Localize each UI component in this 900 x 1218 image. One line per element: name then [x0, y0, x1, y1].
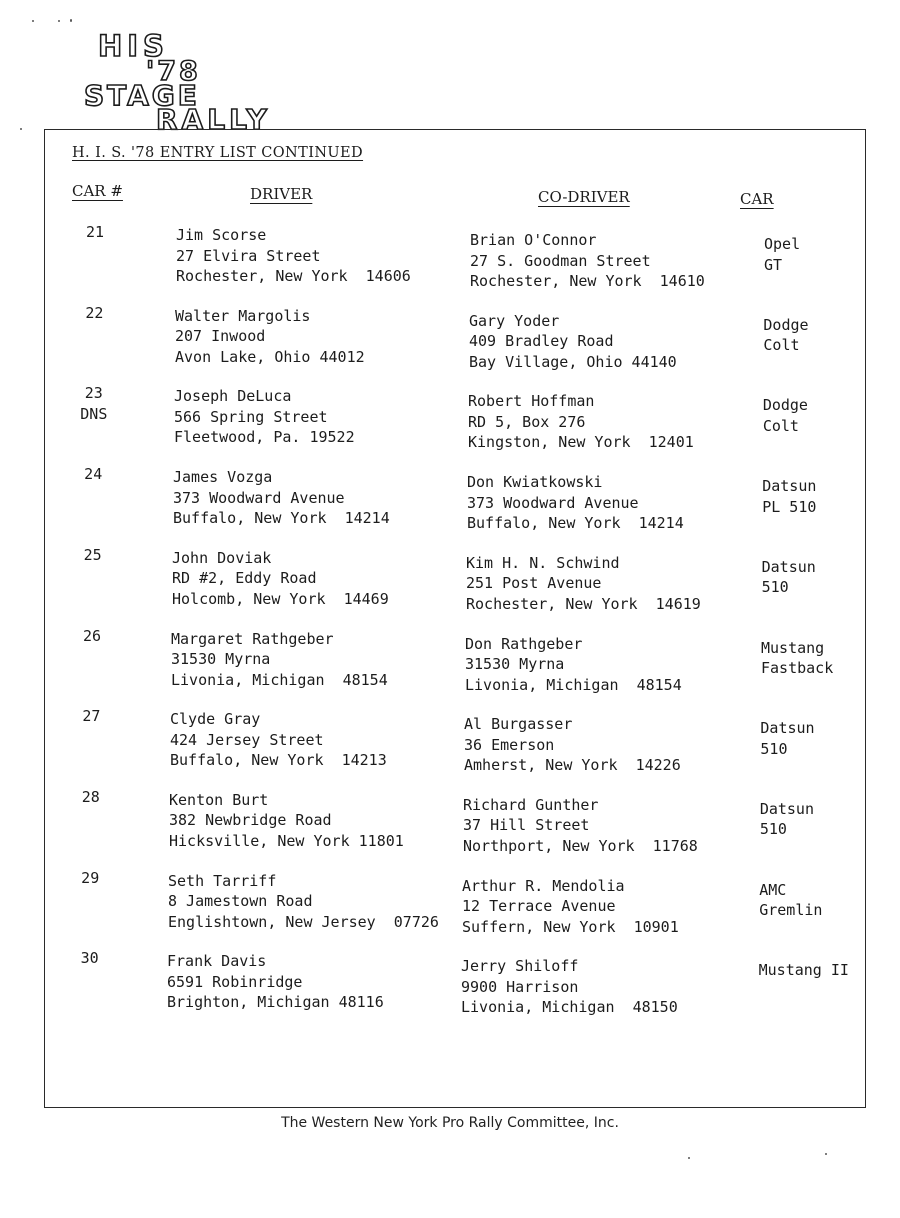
entry-car-number: 25 [83, 545, 102, 564]
scan-speck [32, 20, 34, 22]
entry-car-model: AMC Gremlin [759, 880, 823, 920]
entry-car-model: Opel GT [764, 235, 801, 274]
entry-co-driver: Kim H. N. Schwind 251 Post Avenue Rochester, New York 14619 [466, 553, 701, 613]
entry-car-model: Dodge Colt [763, 315, 809, 355]
entry-driver: Seth Tarriff 8 Jamestown Road Englishtown, New Jersey 07726 [168, 871, 439, 931]
entry-row [0, 383, 900, 463]
entry-driver: Margaret Rathgeber 31530 Myrna Livonia, Michigan 48154 [171, 629, 388, 689]
entry-driver: Frank Davis 6591 Robinridge Brighton, Michigan 48116 [167, 952, 384, 1012]
entry-row [0, 868, 900, 948]
column-header-co-driver: CO-DRIVER [538, 188, 630, 206]
scan-speck [688, 1157, 690, 1159]
entry-car-number: 24 [84, 465, 103, 484]
entry-row [0, 545, 900, 625]
entry-car-number: 29 [81, 868, 100, 887]
entry-driver: Walter Margolis 207 Inwood Avon Lake, Ohio 44012 [175, 306, 365, 366]
footer-committee: The Western New York Pro Rally Committee, Inc. [281, 1115, 619, 1131]
scan-speck [825, 1153, 827, 1155]
scan-speck [20, 128, 22, 130]
rally-logo [84, 30, 336, 132]
entry-co-driver: Don Kwiatkowski 373 Woodward Avenue Buffalo, New York 14214 [467, 473, 684, 533]
entry-co-driver: Arthur R. Mendolia 12 Terrace Avenue Suffern, New York 10901 [462, 876, 679, 936]
entry-row [0, 787, 900, 867]
entry-row [0, 948, 900, 1028]
entry-row [0, 706, 900, 786]
entry-driver: Kenton Burt 382 Newbridge Road Hicksville, New York 11801 [169, 790, 404, 850]
entry-car-model: Datsun 510 [759, 799, 814, 839]
entry-car-number: 26 [82, 626, 102, 645]
entry-car-model: Datsun 510 [761, 557, 816, 597]
page-heading: H. I. S. '78 ENTRY LIST CONTINUED [72, 145, 364, 161]
entry-co-driver: Robert Hoffman RD 5, Box 276 Kingston, New York 12401 [468, 392, 694, 452]
scan-speck [70, 19, 72, 22]
entry-driver: James Vozga 373 Woodward Avenue Buffalo, New York 14214 [173, 468, 390, 528]
entry-car-model: Mustang II [758, 961, 849, 980]
column-header-driver: DRIVER [250, 185, 313, 203]
scan-speck [58, 20, 60, 22]
entry-co-driver: Al Burgasser 36 Emerson Amherst, New York 14226 [464, 715, 681, 775]
entry-row [0, 464, 900, 544]
entry-co-driver: Brian O'Connor 27 S. Goodman Street Rochester, New York 14610 [470, 231, 705, 290]
logo-line-his: HIS [98, 30, 169, 63]
column-header-car: CAR [740, 190, 774, 208]
entry-driver: Joseph DeLuca 566 Spring Street Fleetwood, Pa. 19522 [174, 387, 355, 447]
entry-row [0, 303, 900, 383]
entry-co-driver: Don Rathgeber 31530 Myrna Livonia, Michigan 48154 [465, 634, 682, 694]
rally-logo-graphic [84, 30, 336, 132]
entry-co-driver: Jerry Shiloff 9900 Harrison Livonia, Michigan 48150 [461, 957, 678, 1017]
logo-line-rally: RALLY [156, 103, 271, 132]
entry-car-model: Datsun 510 [760, 719, 815, 758]
entry-car-number: 23 DNS [80, 384, 108, 423]
entry-driver: John Doviak RD #2, Eddy Road Holcomb, New York 14469 [172, 548, 389, 608]
entry-row [0, 626, 900, 706]
entry-driver: Clyde Gray 424 Jersey Street Buffalo, New York 14213 [170, 710, 387, 770]
entry-co-driver: Richard Gunther 37 Hill Street Northport, New York 11768 [463, 795, 698, 855]
logo-line-stage: STAGE [84, 79, 200, 112]
entry-car-model: Dodge Colt [762, 396, 808, 435]
entry-car-number: 21 [85, 223, 105, 241]
entry-car-number: 30 [80, 949, 99, 968]
entry-car-number: 22 [85, 303, 104, 322]
entry-co-driver: Gary Yoder 409 Bradley Road Bay Village, Ohio 44140 [469, 311, 677, 371]
entry-car-number: 27 [82, 707, 101, 726]
entry-row [0, 222, 900, 302]
entry-car-model: Datsun PL 510 [762, 477, 817, 516]
entry-car-model: Mustang Fastback [761, 638, 834, 677]
logo-line-year: '78 [146, 56, 201, 87]
entry-driver: Jim Scorse 27 Elvira Street Rochester, New York 14606 [176, 226, 411, 285]
entry-car-number: 28 [81, 787, 100, 806]
column-header-car-number: CAR # [72, 182, 123, 200]
